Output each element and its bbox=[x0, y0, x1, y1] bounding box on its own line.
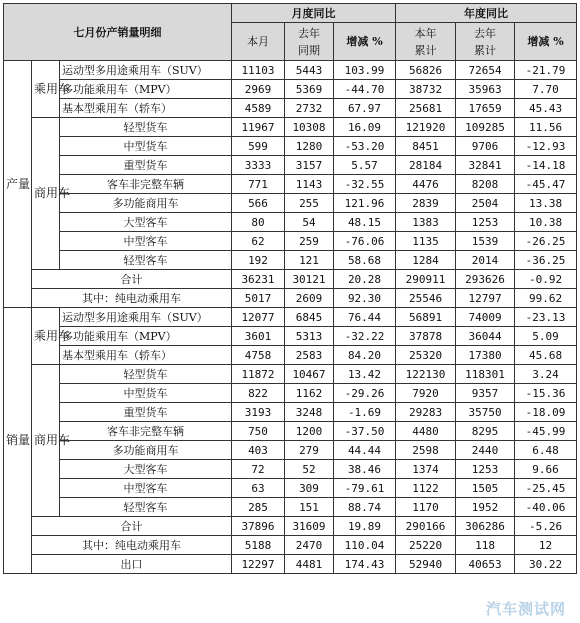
cell-this-month: 80 bbox=[232, 213, 285, 232]
table-row bbox=[4, 99, 577, 118]
group-label: 乘用车 bbox=[32, 61, 60, 118]
cell-this-month: 12077 bbox=[232, 308, 285, 327]
cell-last-ytd: 2014 bbox=[456, 251, 515, 270]
cell-ytd: 7920 bbox=[396, 384, 456, 403]
cell-change-pct-2: -15.36 bbox=[515, 384, 577, 403]
cell-last-ytd: 40653 bbox=[456, 555, 515, 574]
yearly-group-header: 年度同比 bbox=[396, 4, 577, 23]
table-row bbox=[4, 346, 577, 365]
summary-row bbox=[4, 289, 577, 308]
cell-change-pct: -32.22 bbox=[334, 327, 396, 346]
row-item-label: 中型客车 bbox=[60, 232, 232, 251]
row-item-label: 轻型客车 bbox=[60, 251, 232, 270]
cell-change-pct: 67.97 bbox=[334, 99, 396, 118]
cell-this-month: 4758 bbox=[232, 346, 285, 365]
cell-last-year-same: 52 bbox=[285, 460, 334, 479]
cell-change-pct-2: -21.79 bbox=[515, 61, 577, 80]
row-item-label: 轻型货车 bbox=[60, 118, 232, 137]
row-item-label: 客车非完整车辆 bbox=[60, 422, 232, 441]
row-item-label: 运动型多用途乘用车（SUV） bbox=[60, 308, 232, 327]
cell-last-year-same: 1280 bbox=[285, 137, 334, 156]
cell-change-pct-2: -40.06 bbox=[515, 498, 577, 517]
section-label: 产量 bbox=[4, 61, 32, 308]
cell-last-year-same: 54 bbox=[285, 213, 334, 232]
cell-change-pct-2: -0.92 bbox=[515, 270, 577, 289]
table-row bbox=[4, 479, 577, 498]
cell-change-pct: 174.43 bbox=[334, 555, 396, 574]
table-body bbox=[4, 61, 577, 574]
cell-change-pct-2: 13.38 bbox=[515, 194, 577, 213]
summary-row bbox=[4, 270, 577, 289]
cell-change-pct-2: -12.93 bbox=[515, 137, 577, 156]
cell-change-pct-2: 9.66 bbox=[515, 460, 577, 479]
cell-last-ytd: 17380 bbox=[456, 346, 515, 365]
cell-last-year-same: 2470 bbox=[285, 536, 334, 555]
cell-ytd: 121920 bbox=[396, 118, 456, 137]
cell-change-pct-2: 6.48 bbox=[515, 441, 577, 460]
cell-last-year-same: 4481 bbox=[285, 555, 334, 574]
cell-change-pct-2: -18.09 bbox=[515, 403, 577, 422]
cell-this-month: 3333 bbox=[232, 156, 285, 175]
col-this-month: 本月 bbox=[232, 23, 285, 61]
table-row bbox=[4, 80, 577, 99]
cell-ytd: 25681 bbox=[396, 99, 456, 118]
table-row bbox=[4, 61, 577, 80]
cell-change-pct: 84.20 bbox=[334, 346, 396, 365]
cell-last-ytd: 306286 bbox=[456, 517, 515, 536]
cell-this-month: 285 bbox=[232, 498, 285, 517]
cell-change-pct-2: 45.43 bbox=[515, 99, 577, 118]
cell-ytd: 25320 bbox=[396, 346, 456, 365]
cell-this-month: 63 bbox=[232, 479, 285, 498]
cell-change-pct-2: -45.47 bbox=[515, 175, 577, 194]
cell-last-ytd: 9706 bbox=[456, 137, 515, 156]
cell-last-ytd: 9357 bbox=[456, 384, 515, 403]
cell-change-pct-2: 5.09 bbox=[515, 327, 577, 346]
table-row bbox=[4, 365, 577, 384]
col-last-ytd: 去年 累计 bbox=[456, 23, 515, 61]
table-row bbox=[4, 232, 577, 251]
cell-change-pct: 44.44 bbox=[334, 441, 396, 460]
col-last-year-same: 去年 同期 bbox=[285, 23, 334, 61]
cell-last-ytd: 35963 bbox=[456, 80, 515, 99]
cell-last-year-same: 6845 bbox=[285, 308, 334, 327]
cell-change-pct: 16.09 bbox=[334, 118, 396, 137]
cell-last-year-same: 1162 bbox=[285, 384, 334, 403]
cell-last-ytd: 8208 bbox=[456, 175, 515, 194]
table-row bbox=[4, 175, 577, 194]
cell-change-pct: 38.46 bbox=[334, 460, 396, 479]
cell-change-pct-2: 7.70 bbox=[515, 80, 577, 99]
table-row bbox=[4, 403, 577, 422]
cell-ytd: 290166 bbox=[396, 517, 456, 536]
col-ytd: 本年 累计 bbox=[396, 23, 456, 61]
cell-last-ytd: 293626 bbox=[456, 270, 515, 289]
table-row bbox=[4, 156, 577, 175]
cell-last-year-same: 3157 bbox=[285, 156, 334, 175]
cell-ytd: 52940 bbox=[396, 555, 456, 574]
cell-last-year-same: 1200 bbox=[285, 422, 334, 441]
group-label: 乘用车 bbox=[32, 308, 60, 365]
cell-ytd: 38732 bbox=[396, 80, 456, 99]
row-item-label: 轻型客车 bbox=[60, 498, 232, 517]
watermark-logo: 汽车测试网 bbox=[485, 600, 566, 618]
cell-change-pct: -79.61 bbox=[334, 479, 396, 498]
cell-ytd: 1122 bbox=[396, 479, 456, 498]
cell-this-month: 750 bbox=[232, 422, 285, 441]
cell-change-pct: 76.44 bbox=[334, 308, 396, 327]
cell-change-pct: 103.99 bbox=[334, 61, 396, 80]
table-row bbox=[4, 422, 577, 441]
cell-this-month: 822 bbox=[232, 384, 285, 403]
row-item-label: 重型货车 bbox=[60, 156, 232, 175]
cell-change-pct: 121.96 bbox=[334, 194, 396, 213]
cell-ytd: 1135 bbox=[396, 232, 456, 251]
cell-last-ytd: 35750 bbox=[456, 403, 515, 422]
row-item-label: 基本型乘用车（轿车） bbox=[60, 99, 232, 118]
cell-change-pct-2: -26.25 bbox=[515, 232, 577, 251]
cell-last-ytd: 12797 bbox=[456, 289, 515, 308]
table-row bbox=[4, 498, 577, 517]
cell-change-pct: 48.15 bbox=[334, 213, 396, 232]
cell-this-month: 12297 bbox=[232, 555, 285, 574]
cell-this-month: 72 bbox=[232, 460, 285, 479]
row-item-label: 中型货车 bbox=[60, 384, 232, 403]
table-row bbox=[4, 137, 577, 156]
cell-last-ytd: 8295 bbox=[456, 422, 515, 441]
row-item-label: 重型货车 bbox=[60, 403, 232, 422]
cell-ytd: 56826 bbox=[396, 61, 456, 80]
cell-change-pct: -44.70 bbox=[334, 80, 396, 99]
cell-last-year-same: 31609 bbox=[285, 517, 334, 536]
cell-change-pct-2: 30.22 bbox=[515, 555, 577, 574]
table-row bbox=[4, 384, 577, 403]
summary-label: 合计 bbox=[32, 270, 232, 289]
cell-change-pct: 5.57 bbox=[334, 156, 396, 175]
cell-ytd: 4480 bbox=[396, 422, 456, 441]
cell-change-pct-2: -36.25 bbox=[515, 251, 577, 270]
summary-label: 出口 bbox=[32, 555, 232, 574]
cell-last-year-same: 5313 bbox=[285, 327, 334, 346]
cell-last-year-same: 10467 bbox=[285, 365, 334, 384]
table-row bbox=[4, 441, 577, 460]
cell-this-month: 4589 bbox=[232, 99, 285, 118]
cell-last-ytd: 1539 bbox=[456, 232, 515, 251]
cell-change-pct: -29.26 bbox=[334, 384, 396, 403]
table-row bbox=[4, 213, 577, 232]
cell-ytd: 4476 bbox=[396, 175, 456, 194]
group-label: 商用车 bbox=[32, 118, 60, 270]
cell-ytd: 122130 bbox=[396, 365, 456, 384]
cell-last-ytd: 17659 bbox=[456, 99, 515, 118]
col-change-pct: 增减 % bbox=[334, 23, 396, 61]
production-sales-table bbox=[3, 3, 577, 574]
cell-last-year-same: 1143 bbox=[285, 175, 334, 194]
cell-this-month: 5188 bbox=[232, 536, 285, 555]
group-label: 商用车 bbox=[32, 365, 60, 517]
section-label: 销量 bbox=[4, 308, 32, 574]
cell-last-ytd: 74009 bbox=[456, 308, 515, 327]
row-item-label: 大型客车 bbox=[60, 213, 232, 232]
cell-change-pct: -32.55 bbox=[334, 175, 396, 194]
summary-row bbox=[4, 536, 577, 555]
cell-this-month: 11967 bbox=[232, 118, 285, 137]
cell-this-month: 3601 bbox=[232, 327, 285, 346]
row-item-label: 多功能乘用车（MPV） bbox=[60, 327, 232, 346]
cell-change-pct-2: 99.62 bbox=[515, 289, 577, 308]
cell-last-year-same: 259 bbox=[285, 232, 334, 251]
cell-change-pct-2: 45.68 bbox=[515, 346, 577, 365]
table-row bbox=[4, 460, 577, 479]
cell-change-pct: -53.20 bbox=[334, 137, 396, 156]
summary-label: 合计 bbox=[32, 517, 232, 536]
cell-last-year-same: 309 bbox=[285, 479, 334, 498]
table-row bbox=[4, 327, 577, 346]
cell-this-month: 5017 bbox=[232, 289, 285, 308]
cell-last-year-same: 30121 bbox=[285, 270, 334, 289]
cell-change-pct: -37.50 bbox=[334, 422, 396, 441]
summary-row bbox=[4, 517, 577, 536]
cell-last-year-same: 5443 bbox=[285, 61, 334, 80]
table-row bbox=[4, 194, 577, 213]
cell-last-year-same: 2732 bbox=[285, 99, 334, 118]
cell-ytd: 1284 bbox=[396, 251, 456, 270]
cell-change-pct: -76.06 bbox=[334, 232, 396, 251]
cell-last-ytd: 1952 bbox=[456, 498, 515, 517]
cell-last-ytd: 32841 bbox=[456, 156, 515, 175]
cell-change-pct-2: -23.13 bbox=[515, 308, 577, 327]
row-item-label: 客车非完整车辆 bbox=[60, 175, 232, 194]
cell-change-pct-2: -45.99 bbox=[515, 422, 577, 441]
summary-label: 其中：纯电动乘用车 bbox=[32, 289, 232, 308]
table-title: 七月份产销量明细 bbox=[4, 4, 232, 61]
summary-label: 其中：纯电动乘用车 bbox=[32, 536, 232, 555]
col-change-pct-2: 增减 % bbox=[515, 23, 577, 61]
cell-change-pct: 20.28 bbox=[334, 270, 396, 289]
cell-this-month: 2969 bbox=[232, 80, 285, 99]
cell-last-year-same: 2583 bbox=[285, 346, 334, 365]
cell-last-ytd: 118 bbox=[456, 536, 515, 555]
cell-change-pct-2: -5.26 bbox=[515, 517, 577, 536]
cell-ytd: 2598 bbox=[396, 441, 456, 460]
table-row bbox=[4, 251, 577, 270]
cell-this-month: 11103 bbox=[232, 61, 285, 80]
cell-last-year-same: 10308 bbox=[285, 118, 334, 137]
cell-change-pct-2: -25.45 bbox=[515, 479, 577, 498]
cell-change-pct-2: -14.18 bbox=[515, 156, 577, 175]
cell-this-month: 36231 bbox=[232, 270, 285, 289]
cell-ytd: 25220 bbox=[396, 536, 456, 555]
cell-last-year-same: 2609 bbox=[285, 289, 334, 308]
cell-last-ytd: 109285 bbox=[456, 118, 515, 137]
cell-this-month: 37896 bbox=[232, 517, 285, 536]
row-item-label: 运动型多用途乘用车（SUV） bbox=[60, 61, 232, 80]
cell-last-year-same: 255 bbox=[285, 194, 334, 213]
cell-change-pct: -1.69 bbox=[334, 403, 396, 422]
cell-last-ytd: 118301 bbox=[456, 365, 515, 384]
row-item-label: 多功能商用车 bbox=[60, 441, 232, 460]
cell-change-pct-2: 10.38 bbox=[515, 213, 577, 232]
cell-this-month: 599 bbox=[232, 137, 285, 156]
row-item-label: 大型客车 bbox=[60, 460, 232, 479]
cell-change-pct-2: 11.56 bbox=[515, 118, 577, 137]
cell-ytd: 1374 bbox=[396, 460, 456, 479]
cell-last-ytd: 36044 bbox=[456, 327, 515, 346]
row-item-label: 轻型货车 bbox=[60, 365, 232, 384]
cell-ytd: 37878 bbox=[396, 327, 456, 346]
table-row bbox=[4, 308, 577, 327]
cell-change-pct: 88.74 bbox=[334, 498, 396, 517]
cell-this-month: 566 bbox=[232, 194, 285, 213]
cell-ytd: 56891 bbox=[396, 308, 456, 327]
header-row-1 bbox=[4, 4, 577, 23]
cell-last-year-same: 5369 bbox=[285, 80, 334, 99]
cell-ytd: 2839 bbox=[396, 194, 456, 213]
cell-this-month: 771 bbox=[232, 175, 285, 194]
cell-last-year-same: 121 bbox=[285, 251, 334, 270]
cell-ytd: 1383 bbox=[396, 213, 456, 232]
cell-change-pct-2: 3.24 bbox=[515, 365, 577, 384]
cell-ytd: 290911 bbox=[396, 270, 456, 289]
cell-this-month: 11872 bbox=[232, 365, 285, 384]
row-item-label: 中型货车 bbox=[60, 137, 232, 156]
summary-row bbox=[4, 555, 577, 574]
cell-last-year-same: 279 bbox=[285, 441, 334, 460]
cell-ytd: 29283 bbox=[396, 403, 456, 422]
cell-ytd: 28184 bbox=[396, 156, 456, 175]
cell-last-ytd: 1505 bbox=[456, 479, 515, 498]
cell-change-pct: 92.30 bbox=[334, 289, 396, 308]
cell-last-ytd: 2504 bbox=[456, 194, 515, 213]
cell-last-ytd: 1253 bbox=[456, 460, 515, 479]
cell-change-pct: 58.68 bbox=[334, 251, 396, 270]
table-row bbox=[4, 118, 577, 137]
cell-change-pct: 19.89 bbox=[334, 517, 396, 536]
row-item-label: 多功能乘用车（MPV） bbox=[60, 80, 232, 99]
cell-this-month: 403 bbox=[232, 441, 285, 460]
cell-last-year-same: 151 bbox=[285, 498, 334, 517]
cell-last-ytd: 1253 bbox=[456, 213, 515, 232]
cell-last-ytd: 72654 bbox=[456, 61, 515, 80]
cell-ytd: 8451 bbox=[396, 137, 456, 156]
row-item-label: 基本型乘用车（轿车） bbox=[60, 346, 232, 365]
cell-last-year-same: 3248 bbox=[285, 403, 334, 422]
row-item-label: 多功能商用车 bbox=[60, 194, 232, 213]
cell-ytd: 1170 bbox=[396, 498, 456, 517]
cell-ytd: 25546 bbox=[396, 289, 456, 308]
row-item-label: 中型客车 bbox=[60, 479, 232, 498]
cell-this-month: 192 bbox=[232, 251, 285, 270]
monthly-group-header: 月度同比 bbox=[232, 4, 396, 23]
cell-last-ytd: 2440 bbox=[456, 441, 515, 460]
cell-change-pct: 13.42 bbox=[334, 365, 396, 384]
cell-this-month: 3193 bbox=[232, 403, 285, 422]
cell-change-pct-2: 12 bbox=[515, 536, 577, 555]
cell-change-pct: 110.04 bbox=[334, 536, 396, 555]
cell-this-month: 62 bbox=[232, 232, 285, 251]
